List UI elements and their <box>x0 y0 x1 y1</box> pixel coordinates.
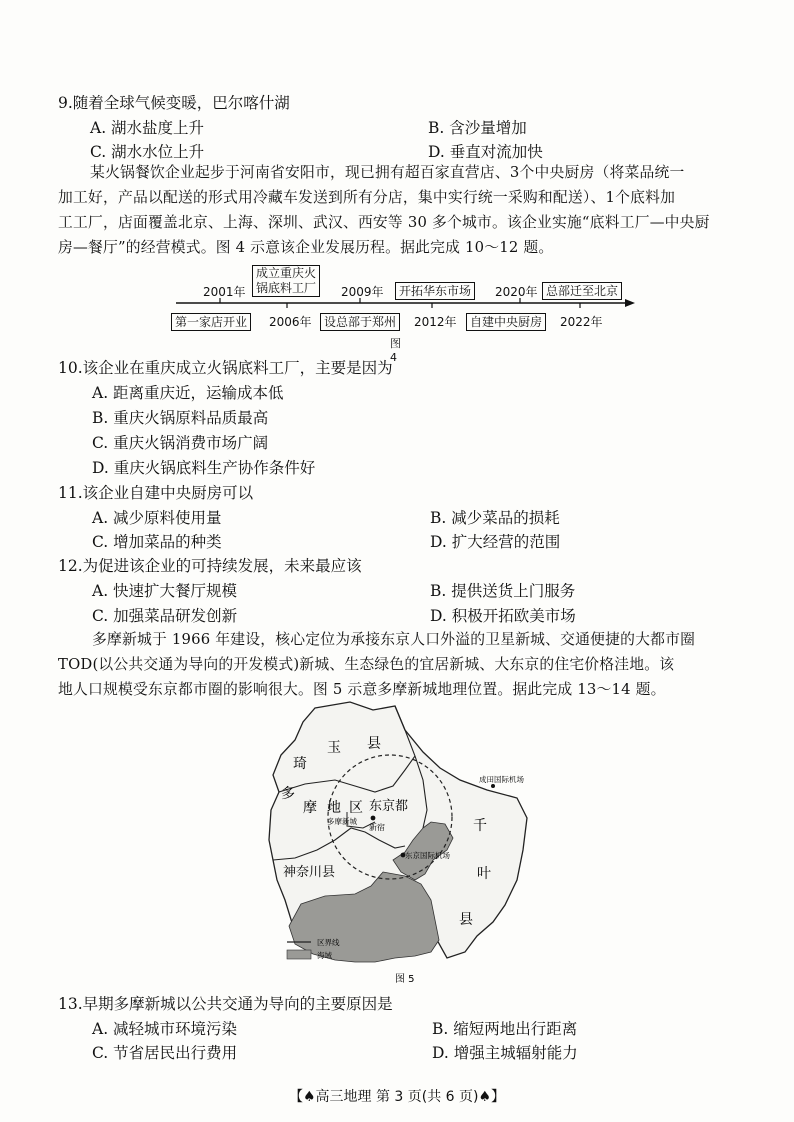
q12-stem: 12.为促进该企业的可持续发展，未来最应该 <box>58 557 362 575</box>
timeline-event-2006-line2: 锅底料工厂 <box>256 281 317 295</box>
q11-option-d: D. 扩大经营的范围 <box>430 533 561 551</box>
label-haneda: 东京国际机场 <box>405 851 450 860</box>
timeline-year-2001: 2001年 <box>203 285 246 299</box>
page-footer: 【♠高三地理 第 3 页(共 6 页)♠】 <box>288 1089 506 1105</box>
q9-option-a: A. 湖水盐度上升 <box>90 119 205 137</box>
timeline-event-2001: 第一家店开业 <box>171 313 251 331</box>
passage2-line3: 地人口规模受东京都市圈的影响很大。图 5 示意多摩新城地理位置。据此完成 13～14 题。 <box>58 681 666 698</box>
q10-option-a: A. 距离重庆近，运输成本低 <box>92 384 284 402</box>
passage1-line4: 房—餐厅”的经营模式。图 4 示意该企业发展历程。据此完成 10～12 题。 <box>58 239 554 256</box>
label-tama-4: 区 <box>349 800 363 816</box>
label-tama-3: 地 <box>327 800 341 816</box>
q13-option-b: B. 缩短两地出行距离 <box>432 1020 578 1038</box>
figure5-caption: 图 5 <box>395 974 415 985</box>
label-chiba-3: 县 <box>459 912 473 928</box>
timeline-event-2022: 总部迁至北京 <box>542 282 622 300</box>
label-saitama-1: 琦 <box>293 756 307 772</box>
q10-stem: 10.该企业在重庆成立火锅底料工厂，主要是因为 <box>58 359 393 377</box>
timeline-event-2006-line1: 成立重庆火 <box>256 266 317 280</box>
timeline-year-2022: 2022年 <box>560 315 603 329</box>
label-shinjuku: 新宿 <box>369 823 385 832</box>
timeline-year-2020: 2020年 <box>495 285 538 299</box>
q11-option-c: C. 增加菜品的种类 <box>92 533 222 551</box>
q9-option-c: C. 湖水水位上升 <box>90 143 205 161</box>
passage2-line1: 多摩新城于 1966 年建设，核心定位为承接东京人口外溢的卫星新城、交通便捷的大都市圈 <box>92 631 696 648</box>
q13-option-a: A. 减轻城市环境污染 <box>92 1020 238 1038</box>
label-tama-newtown: 多摩新城 <box>327 817 357 826</box>
q11-stem: 11.该企业自建中央厨房可以 <box>58 484 254 502</box>
q11-option-b: B. 减少菜品的损耗 <box>430 509 560 527</box>
timeline-event-2012: 开拓华东市场 <box>395 282 475 300</box>
q9-option-b: B. 含沙量增加 <box>428 119 527 137</box>
passage2-line2: TOD(以公共交通为导向的开发模式)新城、生态绿色的宜居新城、大东京的住宅价格洼地。该 <box>58 656 675 673</box>
timeline-event-2020: 自建中央厨房 <box>466 313 546 331</box>
q12-option-c: C. 加强菜品研发创新 <box>92 607 238 625</box>
q10-option-c: C. 重庆火锅消费市场广阔 <box>92 434 269 452</box>
passage1-line1: 某火锅餐饮企业起步于河南省安阳市，现已拥有超百家直营店、3个中央厨房（将菜品统一 <box>90 164 685 181</box>
narita-point <box>491 784 495 788</box>
q12-option-b: B. 提供送货上门服务 <box>430 582 576 600</box>
label-tama-2: 摩 <box>303 800 317 816</box>
label-saitama-3: 县 <box>367 736 381 752</box>
timeline-year-2006: 2006年 <box>269 315 312 329</box>
q9-stem: 9.随着全球气候变暖，巴尔喀什湖 <box>58 94 290 112</box>
label-tokyo: 东京都 <box>369 799 409 814</box>
timeline-event-2006 <box>252 265 320 297</box>
q10-option-d: D. 重庆火锅底料生产协作条件好 <box>92 459 316 477</box>
q13-option-d: D. 增强主城辐射能力 <box>432 1044 578 1062</box>
label-chiba-1: 千 <box>473 818 487 834</box>
q12-option-a: A. 快速扩大餐厅规模 <box>92 582 238 600</box>
label-chiba-2: 叶 <box>477 866 491 882</box>
legend-sea-swatch <box>287 950 311 959</box>
shinjuku-point <box>371 816 376 821</box>
q10-option-b: B. 重庆火锅原料品质最高 <box>92 409 269 427</box>
label-tama-1: 多 <box>281 786 295 802</box>
label-narita: 成田国际机场 <box>479 775 524 784</box>
figure4-caption: 图 4 <box>390 337 401 364</box>
q11-option-a: A. 减少原料使用量 <box>92 509 222 527</box>
passage1-line3: 工工厂，店面覆盖北京、上海、深圳、武汉、西安等 30 多个城市。该企业实施“底料工厂—中央厨 <box>58 214 710 231</box>
timeline-year-2009: 2009年 <box>341 285 384 299</box>
timeline-event-2009: 设总部于郑州 <box>320 313 400 331</box>
label-saitama-2: 玉 <box>327 740 341 756</box>
figure5-map <box>255 700 535 990</box>
q13-stem: 13.早期多摩新城以公共交通为导向的主要原因是 <box>58 995 393 1013</box>
legend-boundary-label: 区界线 <box>317 938 340 947</box>
timeline-year-2012: 2012年 <box>414 315 457 329</box>
legend-sea-label: 海域 <box>317 951 332 960</box>
q9-option-d: D. 垂直对流加快 <box>428 143 543 161</box>
q13-option-c: C. 节省居民出行费用 <box>92 1044 238 1062</box>
q12-option-d: D. 积极开拓欧美市场 <box>430 607 576 625</box>
passage1-line2: 加工好，产品以配送的形式用冷藏车发送到所有分店，集中实行统一采购和配送）、1个底料加 <box>58 189 676 206</box>
label-kanagawa: 神奈川县 <box>283 865 336 880</box>
